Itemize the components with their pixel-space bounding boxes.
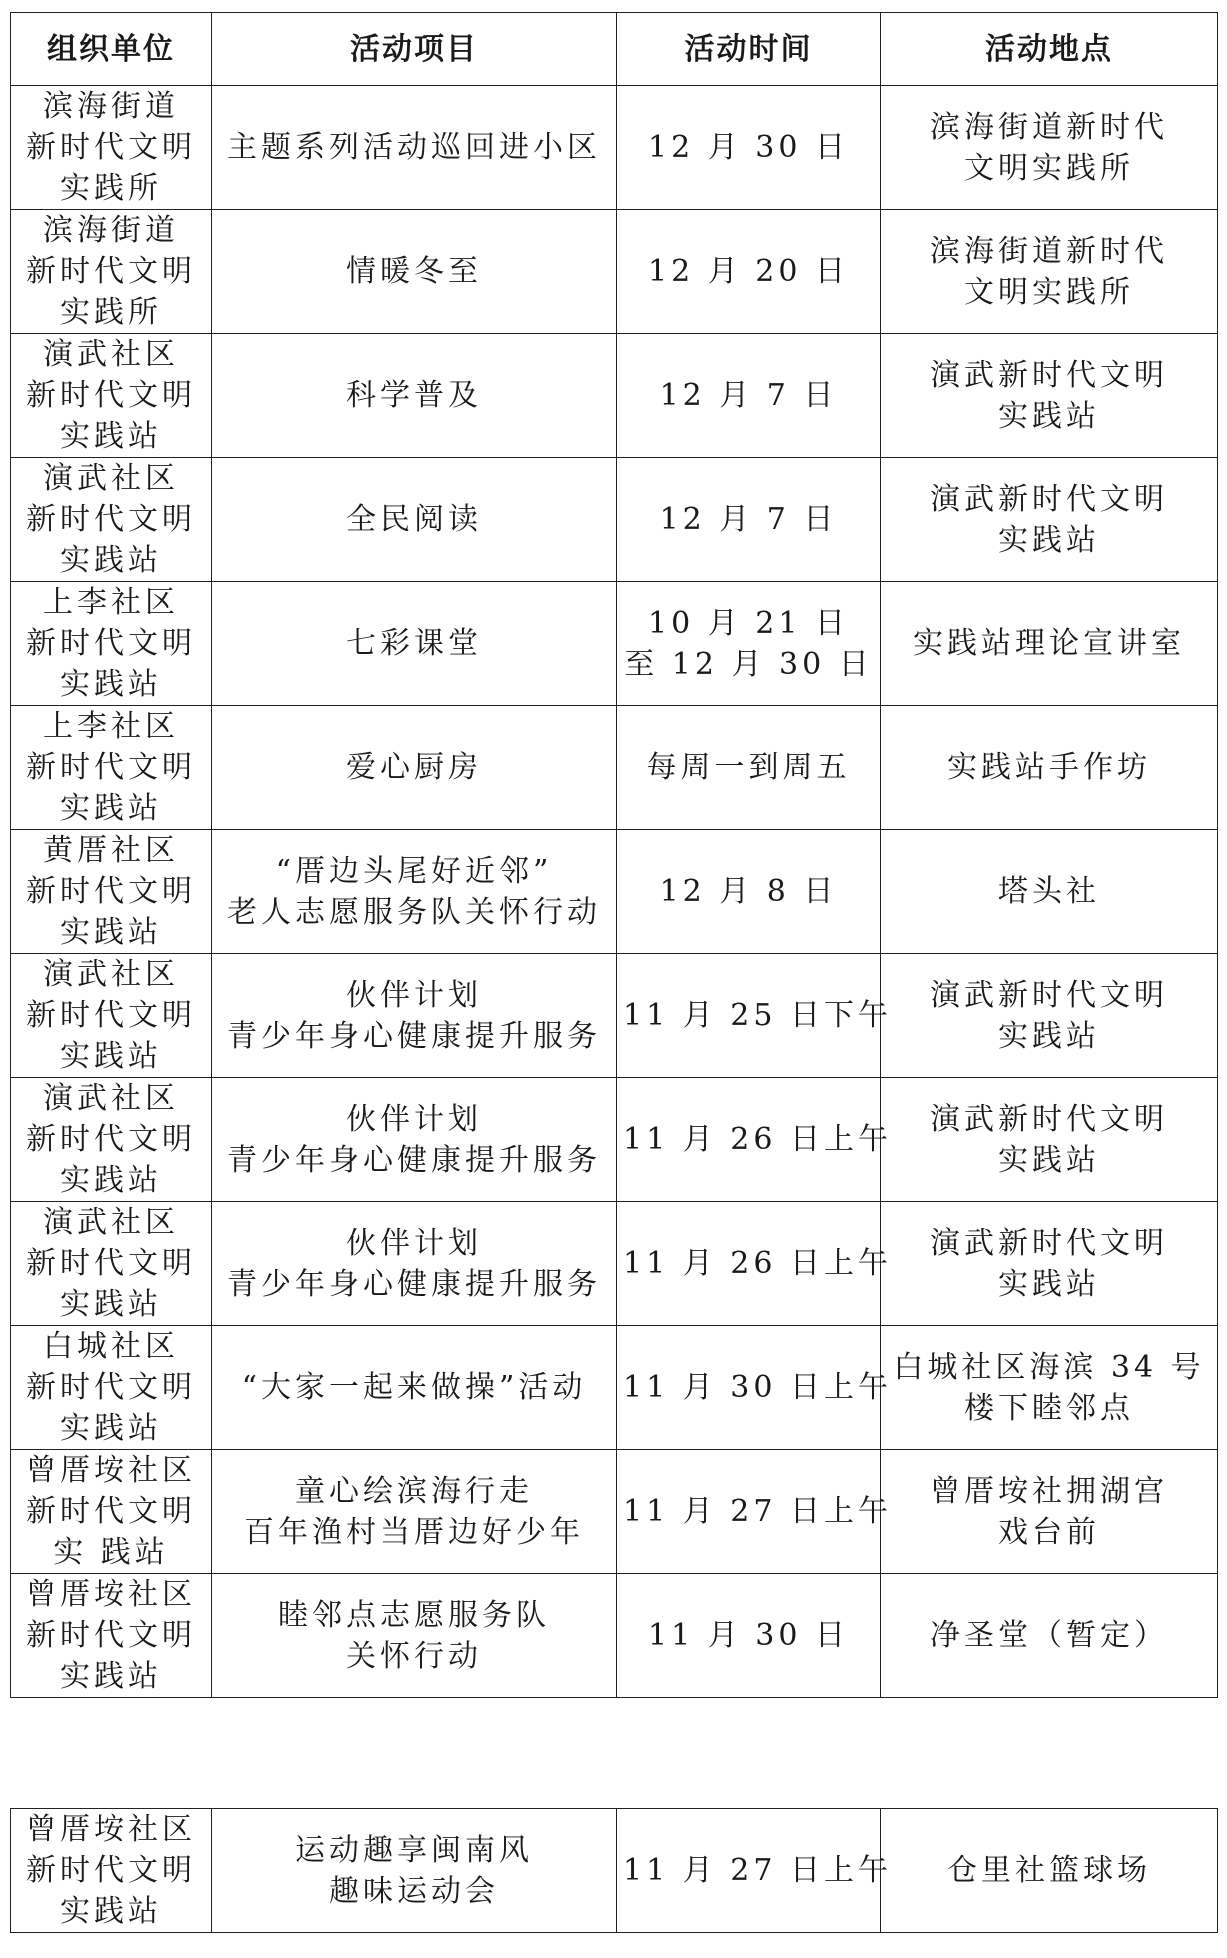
cell-project-line: “大家一起来做操”活动 (241, 1370, 587, 1405)
cell-org-line: 上李社区 (43, 709, 179, 744)
cell-org-line: 新时代文明 (26, 750, 196, 785)
cell-org-line: 新时代文明 (26, 502, 196, 537)
cell-time (617, 582, 881, 706)
cell-project (212, 706, 617, 830)
cell-time-line: 12 月 8 日 (659, 874, 838, 909)
cell-org-line: 新时代文明 (26, 254, 196, 289)
cell-org-line: 白城社区 (43, 1329, 179, 1364)
cell-org-line: 新时代文明 (26, 1618, 196, 1653)
cell-place (881, 706, 1218, 830)
cell-place-line: 仓里社篮球场 (947, 1853, 1151, 1888)
cell-place (881, 1809, 1218, 1933)
cell-time (617, 210, 881, 334)
cell-project-line: 运动趣享闽南风 (295, 1832, 533, 1868)
cell-org-line: 实践站 (60, 1411, 162, 1446)
table-row (11, 1326, 1218, 1450)
cell-project (212, 1326, 617, 1450)
table-row (11, 1202, 1218, 1326)
cell-time-line: 11 月 30 日 (648, 1618, 849, 1653)
cell-org (11, 1574, 212, 1698)
cell-time-line: 每周一到周五 (646, 750, 851, 785)
table-row (11, 830, 1218, 954)
cell-project (212, 1450, 617, 1574)
cell-time (617, 1450, 892, 1574)
table-row (11, 706, 1218, 830)
cell-project-line: 睦邻点志愿服务队 (278, 1597, 550, 1633)
cell-time-line: 10 月 21 日 (648, 605, 849, 641)
cell-org-line: 新时代文明 (26, 1370, 196, 1405)
cell-project-line: 主题系列活动巡回进小区 (227, 130, 601, 165)
cell-org (11, 706, 212, 830)
cell-place-line: 文明实践所 (964, 274, 1134, 310)
cell-project (212, 210, 617, 334)
cell-org (11, 954, 212, 1078)
cell-place-line: 滨海街道新时代 (930, 109, 1168, 145)
cell-project-line: 全民阅读 (346, 502, 482, 537)
cell-time-line: 11 月 26 日上午 (623, 1246, 892, 1281)
cell-place (881, 1326, 1218, 1450)
cell-project-line: 伙伴计划 (346, 1101, 482, 1137)
cell-time (617, 1574, 881, 1698)
table-row (11, 334, 1218, 458)
cell-place-line: 实践站 (998, 522, 1100, 558)
cell-place-line: 演武新时代文明 (930, 977, 1168, 1013)
cell-place (881, 210, 1218, 334)
cell-place-line: 实践站手作坊 (947, 750, 1151, 785)
cell-place (881, 458, 1218, 582)
table-body (11, 86, 1218, 1698)
header-project: 活动项目 (212, 13, 617, 86)
cell-org-line: 新时代文明 (26, 1494, 196, 1529)
cell-project-line: 情暖冬至 (346, 254, 482, 289)
cell-project (212, 1574, 617, 1698)
cell-place-line: 塔头社 (998, 874, 1100, 909)
cell-org (11, 458, 212, 582)
cell-place-line: 戏台前 (998, 1514, 1100, 1550)
cell-org-line: 新时代文明 (26, 874, 196, 909)
cell-project (212, 954, 617, 1078)
cell-org-line: 演武社区 (43, 337, 179, 372)
cell-project (212, 582, 617, 706)
cell-project (212, 830, 617, 954)
cell-org (11, 1326, 212, 1450)
cell-project-line: 关怀行动 (346, 1638, 482, 1674)
cell-place (881, 582, 1218, 706)
cell-time (617, 830, 881, 954)
cell-project (212, 1809, 617, 1933)
cell-place-line: 实践站 (998, 1142, 1100, 1178)
cell-org-line: 实践站 (60, 1894, 162, 1929)
cell-time-line: 11 月 27 日上午 (623, 1853, 892, 1888)
cell-org-line: 新时代文明 (26, 626, 196, 661)
cell-place-line: 演武新时代文明 (930, 481, 1168, 517)
table-row (11, 1078, 1218, 1202)
cell-time-line: 11 月 30 日上午 (623, 1370, 892, 1405)
cell-project-line: 青少年身心健康提升服务 (227, 1142, 601, 1178)
cell-org (11, 830, 212, 954)
table-row (11, 582, 1218, 706)
cell-project (212, 1202, 617, 1326)
cell-time (617, 1202, 892, 1326)
cell-org-line: 演武社区 (43, 1081, 179, 1116)
cell-place (881, 1450, 1218, 1574)
cell-org-line: 新时代文明 (26, 1853, 196, 1888)
cell-place-line: 滨海街道新时代 (930, 233, 1168, 269)
table-row (11, 1574, 1218, 1698)
cell-time (617, 334, 881, 458)
cell-place (881, 1202, 1218, 1326)
cell-place-line: 演武新时代文明 (930, 1101, 1168, 1137)
table-row (11, 954, 1218, 1078)
cell-org-line: 实践站 (60, 419, 162, 454)
cell-org-line: 曾厝垵社区 (26, 1577, 196, 1612)
cell-project-line: 百年渔村当厝边好少年 (244, 1514, 584, 1550)
cell-org-line: 演武社区 (43, 1205, 179, 1240)
cell-place-line: 楼下睦邻点 (964, 1390, 1134, 1426)
header-org: 组织单位 (11, 13, 212, 86)
cell-place-line: 实践站 (998, 1266, 1100, 1302)
cell-org-line: 实 践站 (53, 1535, 169, 1570)
cell-project-line: 科学普及 (346, 378, 482, 413)
cell-place-line: 演武新时代文明 (930, 357, 1168, 393)
cell-org (11, 1809, 212, 1933)
cell-time (617, 954, 892, 1078)
cell-time-line: 12 月 20 日 (648, 254, 849, 289)
cell-org (11, 1078, 212, 1202)
cell-place-line: 净圣堂（暂定） (930, 1618, 1168, 1653)
cell-project-line: 青少年身心健康提升服务 (227, 1018, 601, 1054)
table-row (11, 1809, 1218, 1933)
table-row (11, 210, 1218, 334)
cell-place (881, 830, 1218, 954)
activity-table (10, 12, 1218, 1698)
cell-place (881, 86, 1218, 210)
cell-project (212, 1078, 617, 1202)
cell-org-line: 滨海街道 (43, 89, 179, 124)
cell-org-line: 黄厝社区 (43, 833, 179, 868)
cell-time (617, 86, 881, 210)
cell-place-line: 演武新时代文明 (930, 1225, 1168, 1261)
cell-project-line: 童心绘滨海行走 (295, 1473, 533, 1509)
cell-place (881, 334, 1218, 458)
cell-org (11, 1202, 212, 1326)
cell-place-line: 文明实践所 (964, 150, 1134, 186)
cell-org-line: 滨海街道 (43, 213, 179, 248)
cell-project-line: 伙伴计划 (346, 977, 482, 1013)
cell-time-line: 12 月 7 日 (659, 378, 838, 413)
cell-place (881, 1078, 1218, 1202)
cell-org-line: 新时代文明 (26, 1122, 196, 1157)
table-row (11, 458, 1218, 582)
cell-org-line: 新时代文明 (26, 998, 196, 1033)
cell-time (617, 1809, 892, 1933)
cell-time-line: 12 月 7 日 (659, 502, 838, 537)
cell-project-line: 青少年身心健康提升服务 (227, 1266, 601, 1302)
cell-org-line: 上李社区 (43, 585, 179, 620)
cell-time-line: 11 月 25 日下午 (623, 998, 892, 1033)
cell-org-line: 实践站 (60, 1287, 162, 1322)
cell-time (617, 706, 881, 830)
cell-org-line: 实践所 (60, 171, 162, 206)
cell-org-line: 实践站 (60, 667, 162, 702)
cell-org-line: 新时代文明 (26, 378, 196, 413)
cell-org-line: 曾厝垵社区 (26, 1453, 196, 1488)
cell-place (881, 1574, 1218, 1698)
cell-org-line: 曾厝垵社区 (26, 1812, 196, 1847)
cell-org (11, 1450, 212, 1574)
cell-org-line: 实践站 (60, 1659, 162, 1694)
cell-place-line: 曾厝垵社拥湖宫 (930, 1473, 1168, 1509)
cell-place-line: 实践站 (998, 1018, 1100, 1054)
cell-org-line: 新时代文明 (26, 1246, 196, 1281)
cell-org (11, 334, 212, 458)
cell-org-line: 实践站 (60, 1039, 162, 1074)
cell-org-line: 实践站 (60, 543, 162, 578)
cell-place (881, 954, 1218, 1078)
cell-project-line: 老人志愿服务队关怀行动 (227, 894, 601, 930)
cell-place-line: 白城社区海滨 34 号 (893, 1349, 1205, 1385)
cell-project-line: 伙伴计划 (346, 1225, 482, 1261)
cell-project-line: 趣味运动会 (329, 1873, 499, 1909)
cell-time-line: 11 月 27 日上午 (623, 1494, 892, 1529)
cell-org-line: 实践站 (60, 1163, 162, 1198)
cell-place-line: 实践站理论宣讲室 (913, 626, 1185, 661)
cell-project-line: 七彩课堂 (346, 626, 482, 661)
table-body-continued (11, 1809, 1218, 1933)
cell-org-line: 新时代文明 (26, 130, 196, 165)
header-row (11, 13, 1218, 86)
cell-time-line: 至 12 月 30 日 (624, 646, 873, 682)
header-time: 活动时间 (617, 13, 881, 86)
cell-org (11, 86, 212, 210)
cell-time-line: 12 月 30 日 (648, 130, 849, 165)
cell-org-line: 实践站 (60, 791, 162, 826)
cell-org-line: 演武社区 (43, 461, 179, 496)
table-row (11, 86, 1218, 210)
cell-project (212, 458, 617, 582)
cell-org (11, 582, 212, 706)
cell-time (617, 1078, 892, 1202)
cell-org-line: 实践所 (60, 295, 162, 330)
table-row (11, 1450, 1218, 1574)
cell-org (11, 210, 212, 334)
cell-time (617, 1326, 892, 1450)
cell-project (212, 334, 617, 458)
cell-time (617, 458, 881, 582)
cell-time-line: 11 月 26 日上午 (623, 1122, 892, 1157)
cell-org-line: 演武社区 (43, 957, 179, 992)
cell-place-line: 实践站 (998, 398, 1100, 434)
cell-project-line: 爱心厨房 (346, 750, 482, 785)
cell-project (212, 86, 617, 210)
cell-project-line: “厝边头尾好近邻” (275, 853, 553, 889)
header-place: 活动地点 (881, 13, 1218, 86)
cell-org-line: 实践站 (60, 915, 162, 950)
activity-table-continued (10, 1808, 1218, 1933)
